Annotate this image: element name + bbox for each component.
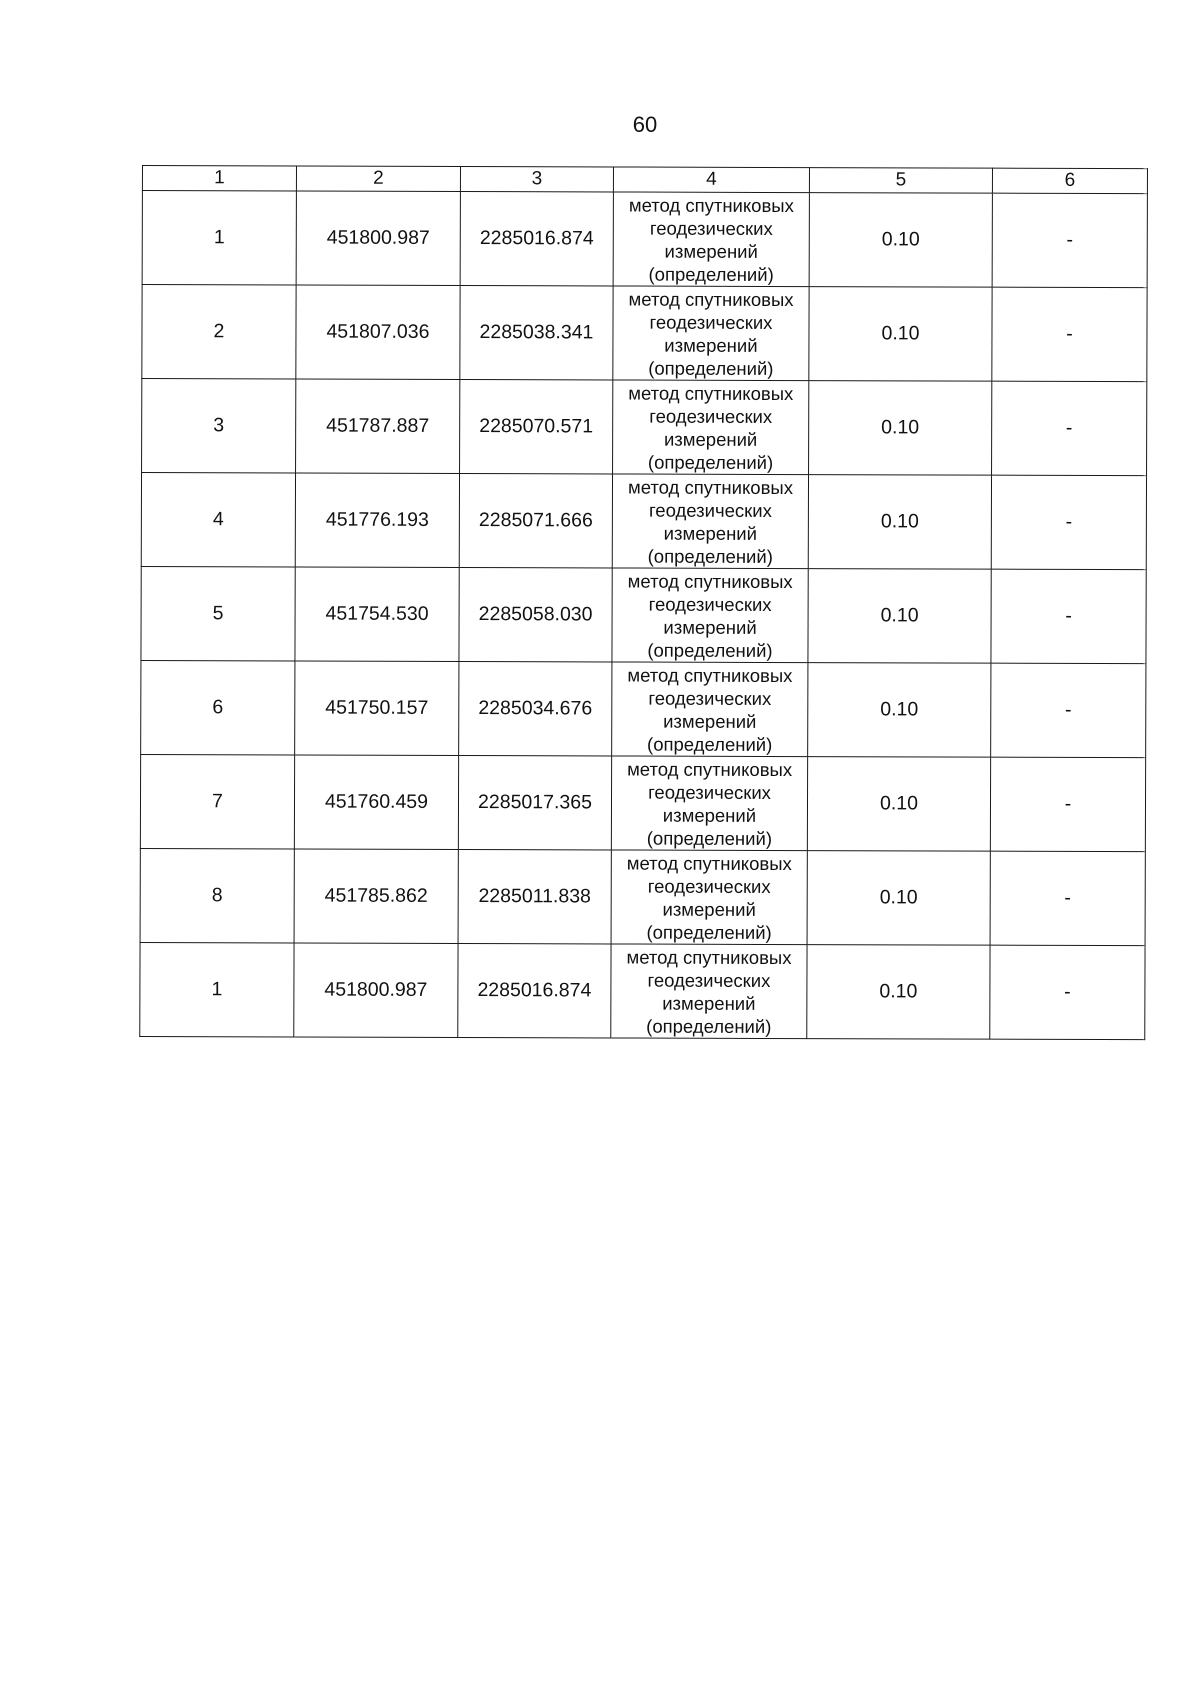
method-line: метод спутниковых bbox=[628, 194, 794, 216]
point-number-cell: 7 bbox=[140, 754, 294, 848]
header-cell: 1 bbox=[142, 166, 296, 191]
x-coordinate-cell: 451787.887 bbox=[296, 379, 460, 474]
y-coordinate-cell: 2285011.838 bbox=[458, 849, 611, 943]
header-cell: 5 bbox=[809, 168, 992, 194]
point-number-cell: 2 bbox=[142, 285, 296, 379]
y-coordinate-cell: 2285016.874 bbox=[458, 943, 611, 1037]
method-line: метод спутниковых bbox=[628, 382, 794, 404]
y-coordinate-cell: 2285070.571 bbox=[460, 379, 613, 473]
point-number-cell: 1 bbox=[142, 191, 296, 285]
accuracy-cell: 0.10 bbox=[809, 193, 992, 288]
header-cell: 3 bbox=[460, 167, 613, 192]
method-line: геодезических bbox=[648, 499, 772, 521]
method-line: (определений) bbox=[648, 357, 774, 379]
method-cell bbox=[611, 850, 807, 945]
method-line: метод спутниковых bbox=[628, 288, 794, 310]
x-coordinate-cell: 451754.530 bbox=[295, 567, 459, 662]
note-cell: - bbox=[992, 381, 1147, 475]
accuracy-cell: 0.10 bbox=[807, 851, 990, 946]
note-cell: - bbox=[991, 475, 1146, 569]
method-cell bbox=[612, 662, 808, 757]
method-line: геодезических bbox=[648, 593, 772, 615]
table-body bbox=[140, 191, 1148, 1040]
table-row bbox=[140, 942, 1145, 1039]
accuracy-cell: 0.10 bbox=[808, 663, 991, 758]
note-cell: - bbox=[991, 663, 1146, 757]
method-line: геодезических bbox=[647, 969, 771, 991]
page-number: 60 bbox=[632, 112, 658, 137]
method-line: измерений bbox=[662, 804, 757, 826]
method-cell bbox=[611, 944, 807, 1039]
method-cell bbox=[613, 286, 809, 381]
note-cell: - bbox=[990, 757, 1145, 851]
note-cell: - bbox=[990, 851, 1145, 945]
point-number-cell: 3 bbox=[142, 379, 296, 473]
table-row bbox=[140, 754, 1145, 851]
method-line: метод спутниковых bbox=[627, 476, 794, 498]
x-coordinate-cell: 451760.459 bbox=[294, 755, 458, 850]
accuracy-cell: 0.10 bbox=[807, 945, 990, 1040]
method-cell bbox=[612, 568, 808, 663]
coordinates-table bbox=[139, 165, 1148, 1040]
table-row bbox=[140, 848, 1145, 945]
x-coordinate-cell: 451800.987 bbox=[294, 943, 458, 1038]
table-row bbox=[142, 285, 1147, 382]
method-line: измерений bbox=[663, 710, 757, 732]
accuracy-cell: 0.10 bbox=[809, 287, 992, 382]
y-coordinate-cell: 2285071.666 bbox=[459, 473, 612, 567]
method-line: геодезических bbox=[648, 781, 772, 803]
table-header-row bbox=[142, 166, 1147, 194]
header-cell: 2 bbox=[296, 166, 460, 192]
method-line: метод спутниковых bbox=[627, 758, 793, 780]
y-coordinate-cell: 2285038.341 bbox=[460, 286, 613, 380]
note-cell: - bbox=[991, 569, 1146, 663]
note-cell: - bbox=[992, 287, 1147, 381]
point-number-cell: 8 bbox=[140, 848, 294, 942]
header-cell: 4 bbox=[613, 167, 809, 193]
method-line: (определений) bbox=[647, 733, 773, 755]
point-number-cell: 6 bbox=[141, 660, 295, 754]
method-line: геодезических bbox=[648, 687, 772, 709]
method-line: геодезических bbox=[649, 405, 773, 427]
method-line: измерений bbox=[663, 522, 758, 544]
method-cell bbox=[612, 474, 808, 569]
method-line: геодезических bbox=[649, 311, 773, 333]
method-line: измерений bbox=[664, 334, 758, 356]
method-line: измерений bbox=[662, 992, 756, 1014]
y-coordinate-cell: 2285034.676 bbox=[459, 661, 612, 755]
method-cell bbox=[613, 380, 809, 475]
method-cell bbox=[613, 192, 809, 287]
method-line: (определений) bbox=[647, 545, 773, 567]
point-number-cell: 4 bbox=[141, 473, 295, 567]
method-line: (определений) bbox=[647, 451, 774, 473]
method-line: (определений) bbox=[646, 1015, 772, 1037]
method-line: (определений) bbox=[646, 827, 773, 849]
method-line: метод спутниковых bbox=[627, 570, 793, 592]
method-line: (определений) bbox=[647, 639, 773, 661]
method-line: (определений) bbox=[646, 921, 772, 943]
table-row bbox=[141, 473, 1146, 570]
method-line: геодезических bbox=[647, 875, 771, 897]
method-line: метод спутниковых bbox=[626, 946, 792, 968]
table-row bbox=[141, 660, 1146, 757]
accuracy-cell: 0.10 bbox=[807, 757, 990, 852]
method-line: метод спутниковых bbox=[627, 664, 793, 686]
table-row bbox=[142, 379, 1147, 476]
method-line: (определений) bbox=[648, 263, 774, 285]
method-line: измерений bbox=[664, 240, 758, 262]
x-coordinate-cell: 451807.036 bbox=[296, 285, 460, 380]
header-cell: 6 bbox=[992, 168, 1147, 193]
note-cell: - bbox=[990, 945, 1145, 1039]
x-coordinate-cell: 451800.987 bbox=[296, 191, 460, 286]
y-coordinate-cell: 2285016.874 bbox=[460, 192, 613, 286]
method-cell bbox=[611, 756, 807, 851]
y-coordinate-cell: 2285017.365 bbox=[458, 755, 611, 849]
y-coordinate-cell: 2285058.030 bbox=[459, 567, 612, 661]
accuracy-cell: 0.10 bbox=[808, 569, 991, 664]
table-row bbox=[142, 191, 1147, 288]
method-line: геодезических bbox=[649, 217, 773, 239]
note-cell: - bbox=[992, 193, 1147, 287]
point-number-cell: 5 bbox=[141, 566, 295, 660]
accuracy-cell: 0.10 bbox=[809, 381, 992, 476]
x-coordinate-cell: 451776.193 bbox=[295, 473, 459, 568]
method-line: измерений bbox=[662, 898, 756, 920]
method-line: измерений bbox=[663, 428, 758, 450]
point-number-cell: 1 bbox=[140, 942, 294, 1036]
accuracy-cell: 0.10 bbox=[808, 475, 991, 570]
table-row bbox=[141, 566, 1146, 663]
x-coordinate-cell: 451750.157 bbox=[295, 661, 459, 756]
method-line: измерений bbox=[663, 616, 757, 638]
x-coordinate-cell: 451785.862 bbox=[294, 849, 458, 944]
method-line: метод спутниковых bbox=[626, 852, 792, 874]
